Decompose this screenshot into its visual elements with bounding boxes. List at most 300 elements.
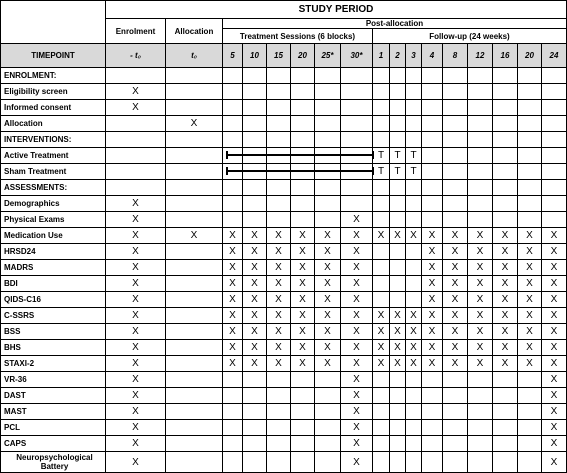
- schedule-mark: [340, 195, 373, 212]
- schedule-mark: [442, 195, 468, 212]
- empty-cell: [442, 131, 468, 148]
- schedule-mark: [421, 99, 443, 116]
- schedule-mark: [165, 371, 223, 388]
- schedule-mark: X: [266, 243, 291, 260]
- empty-cell: [467, 67, 493, 84]
- empty-cell: [389, 131, 406, 148]
- schedule-mark: X: [290, 307, 315, 324]
- empty-cell: [541, 179, 567, 196]
- schedule-mark: X: [541, 259, 567, 276]
- row-label: Demographics: [0, 195, 106, 212]
- schedule-mark: [517, 163, 542, 180]
- schedule-mark: [517, 195, 542, 212]
- schedule-mark: X: [314, 227, 341, 244]
- schedule-mark: [242, 371, 267, 388]
- schedule-mark: [492, 371, 518, 388]
- timepoint-3: 20: [290, 43, 315, 68]
- schedule-mark: [405, 115, 422, 132]
- empty-cell: [389, 179, 406, 196]
- schedule-mark: [517, 387, 542, 404]
- schedule-mark: [421, 83, 443, 100]
- schedule-mark: X: [421, 323, 443, 340]
- schedule-mark: [541, 163, 567, 180]
- schedule-mark: X: [242, 259, 267, 276]
- schedule-mark: [389, 83, 406, 100]
- schedule-mark: X: [492, 259, 518, 276]
- empty-cell: [266, 131, 291, 148]
- schedule-mark: X: [105, 99, 166, 116]
- schedule-mark: X: [372, 355, 390, 372]
- schedule-mark: [421, 115, 443, 132]
- empty-cell: [372, 67, 390, 84]
- row-label: BHS: [0, 339, 106, 356]
- schedule-mark: X: [290, 291, 315, 308]
- schedule-mark: X: [105, 323, 166, 340]
- timepoint-2: 15: [266, 43, 291, 68]
- schedule-mark: [467, 435, 493, 452]
- row-label: BDI: [0, 275, 106, 292]
- schedule-mark: [340, 99, 373, 116]
- schedule-mark: [517, 371, 542, 388]
- treatment-bar-end: [372, 151, 374, 159]
- schedule-mark: [222, 371, 243, 388]
- schedule-mark: X: [517, 291, 542, 308]
- schedule-mark: [314, 211, 341, 228]
- schedule-mark: X: [421, 355, 443, 372]
- schedule-mark: X: [405, 227, 422, 244]
- schedule-mark: X: [492, 275, 518, 292]
- schedule-mark: X: [442, 307, 468, 324]
- schedule-mark: X: [222, 339, 243, 356]
- schedule-mark: X: [517, 339, 542, 356]
- schedule-mark: X: [442, 259, 468, 276]
- schedule-mark: [467, 147, 493, 164]
- schedule-mark: [389, 211, 406, 228]
- schedule-mark: [467, 163, 493, 180]
- follow-up-header: Follow-up (24 weeks): [372, 28, 567, 44]
- schedule-mark: X: [340, 243, 373, 260]
- schedule-mark: X: [340, 339, 373, 356]
- timepoint-13: 20: [517, 43, 542, 68]
- schedule-mark: X: [105, 419, 166, 436]
- section-assessments: ASSESSMENTS:: [0, 179, 106, 196]
- schedule-mark: [467, 195, 493, 212]
- schedule-mark: X: [372, 323, 390, 340]
- schedule-mark: X: [242, 307, 267, 324]
- schedule-mark: [314, 195, 341, 212]
- treatment-bar-end: [226, 167, 228, 175]
- schedule-mark: [242, 83, 267, 100]
- schedule-mark: X: [105, 387, 166, 404]
- schedule-mark: T: [389, 147, 406, 164]
- schedule-mark: X: [105, 195, 166, 212]
- schedule-mark: [467, 211, 493, 228]
- schedule-mark: [165, 419, 223, 436]
- empty-cell: [266, 179, 291, 196]
- schedule-mark: X: [266, 323, 291, 340]
- schedule-mark: X: [517, 323, 542, 340]
- schedule-mark: X: [541, 275, 567, 292]
- schedule-mark: [222, 435, 243, 452]
- schedule-mark: X: [541, 355, 567, 372]
- schedule-mark: [541, 83, 567, 100]
- schedule-mark: X: [222, 243, 243, 260]
- schedule-mark: X: [314, 323, 341, 340]
- schedule-mark: [467, 387, 493, 404]
- schedule-mark: [442, 211, 468, 228]
- schedule-mark: [290, 371, 315, 388]
- schedule-mark: X: [290, 355, 315, 372]
- row-label: CAPS: [0, 435, 106, 452]
- allocation-time: t₀: [165, 43, 223, 68]
- schedule-mark: X: [541, 243, 567, 260]
- schedule-mark: X: [242, 291, 267, 308]
- schedule-mark: [266, 371, 291, 388]
- schedule-mark: [266, 211, 291, 228]
- schedule-mark: [340, 83, 373, 100]
- schedule-mark: [421, 435, 443, 452]
- empty-cell: [517, 67, 542, 84]
- schedule-mark: [517, 211, 542, 228]
- schedule-mark: X: [421, 243, 443, 260]
- schedule-mark: X: [372, 339, 390, 356]
- schedule-mark: X: [467, 291, 493, 308]
- schedule-mark: X: [340, 403, 373, 420]
- schedule-mark: X: [541, 323, 567, 340]
- schedule-mark: [165, 403, 223, 420]
- row-label: BSS: [0, 323, 106, 340]
- schedule-mark: [372, 291, 390, 308]
- schedule-mark: X: [492, 307, 518, 324]
- schedule-mark: [442, 147, 468, 164]
- schedule-mark: X: [340, 435, 373, 452]
- schedule-mark: [541, 99, 567, 116]
- schedule-mark: X: [290, 275, 315, 292]
- schedule-mark: [492, 211, 518, 228]
- schedule-mark: [389, 387, 406, 404]
- schedule-mark: X: [105, 275, 166, 292]
- treatment-sessions-header: Treatment Sessions (6 blocks): [222, 28, 373, 44]
- empty-cell: [290, 67, 315, 84]
- schedule-mark: [421, 195, 443, 212]
- schedule-mark: X: [105, 371, 166, 388]
- schedule-mark: X: [314, 307, 341, 324]
- schedule-mark: [492, 451, 518, 473]
- schedule-mark: [222, 211, 243, 228]
- schedule-mark: [165, 99, 223, 116]
- schedule-mark: X: [467, 355, 493, 372]
- schedule-mark: [421, 419, 443, 436]
- schedule-mark: [242, 403, 267, 420]
- schedule-mark: X: [340, 323, 373, 340]
- schedule-mark: X: [467, 243, 493, 260]
- schedule-mark: [442, 115, 468, 132]
- row-label: Neuropsychological Battery: [0, 451, 106, 473]
- empty-cell: [242, 179, 267, 196]
- schedule-mark: [290, 211, 315, 228]
- schedule-mark: X: [442, 355, 468, 372]
- schedule-mark: X: [421, 291, 443, 308]
- schedule-mark: X: [340, 275, 373, 292]
- schedule-mark: T: [372, 147, 390, 164]
- schedule-mark: [242, 435, 267, 452]
- schedule-mark: [165, 323, 223, 340]
- schedule-mark: [266, 419, 291, 436]
- treatment-bar-end: [372, 167, 374, 175]
- empty-cell: [165, 67, 223, 84]
- timepoint-label: TIMEPOINT: [0, 43, 106, 68]
- schedule-mark: [314, 371, 341, 388]
- schedule-mark: [314, 435, 341, 452]
- schedule-mark: X: [340, 291, 373, 308]
- schedule-mark: X: [314, 275, 341, 292]
- schedule-mark: [421, 163, 443, 180]
- schedule-mark: [290, 403, 315, 420]
- enrolment-time: - t₀: [105, 43, 166, 68]
- schedule-mark: [389, 371, 406, 388]
- schedule-mark: X: [105, 211, 166, 228]
- schedule-mark: [405, 291, 422, 308]
- section-interventions: INTERVENTIONS:: [0, 131, 106, 148]
- study-period-header: STUDY PERIOD: [105, 0, 567, 19]
- schedule-mark: [405, 275, 422, 292]
- empty-cell: [421, 131, 443, 148]
- schedule-mark: [242, 195, 267, 212]
- section-enrolment: ENROLMENT:: [0, 67, 106, 84]
- schedule-mark: T: [405, 147, 422, 164]
- schedule-mark: [405, 243, 422, 260]
- schedule-mark: [492, 195, 518, 212]
- schedule-mark: X: [266, 355, 291, 372]
- schedule-mark: X: [340, 371, 373, 388]
- schedule-mark: X: [442, 227, 468, 244]
- schedule-mark: [389, 243, 406, 260]
- empty-cell: [222, 131, 243, 148]
- schedule-mark: X: [405, 323, 422, 340]
- schedule-mark: [222, 83, 243, 100]
- schedule-mark: [405, 387, 422, 404]
- enrolment-header: Enrolment: [105, 18, 166, 44]
- schedule-mark: X: [222, 275, 243, 292]
- schedule-mark: X: [517, 355, 542, 372]
- schedule-mark: X: [290, 243, 315, 260]
- timepoint-7: 2: [389, 43, 406, 68]
- schedule-mark: [541, 115, 567, 132]
- schedule-mark: [165, 387, 223, 404]
- schedule-mark: [290, 419, 315, 436]
- row-label: Active Treatment: [0, 147, 106, 164]
- schedule-mark: [222, 451, 243, 473]
- schedule-mark: X: [467, 259, 493, 276]
- empty-cell: [405, 179, 422, 196]
- schedule-mark: X: [242, 323, 267, 340]
- schedule-mark: X: [541, 435, 567, 452]
- empty-cell: [467, 131, 493, 148]
- row-label: Physical Exams: [0, 211, 106, 228]
- schedule-mark: X: [242, 339, 267, 356]
- row-label: C-SSRS: [0, 307, 106, 324]
- row-label: Eligibility screen: [0, 83, 106, 100]
- schedule-mark: X: [105, 243, 166, 260]
- schedule-mark: X: [492, 323, 518, 340]
- schedule-mark: [541, 147, 567, 164]
- empty-cell: [105, 67, 166, 84]
- schedule-mark: X: [492, 227, 518, 244]
- schedule-mark: [314, 99, 341, 116]
- timepoint-1: 10: [242, 43, 267, 68]
- schedule-mark: X: [421, 339, 443, 356]
- schedule-mark: [266, 387, 291, 404]
- schedule-mark: X: [340, 307, 373, 324]
- schedule-mark: [442, 435, 468, 452]
- schedule-mark: [517, 147, 542, 164]
- schedule-mark: X: [105, 83, 166, 100]
- schedule-mark: X: [492, 339, 518, 356]
- row-label: VR-36: [0, 371, 106, 388]
- schedule-mark: [165, 451, 223, 473]
- schedule-mark: X: [467, 339, 493, 356]
- schedule-mark: [372, 83, 390, 100]
- schedule-mark: X: [541, 291, 567, 308]
- schedule-mark: X: [105, 259, 166, 276]
- row-label: QIDS-C16: [0, 291, 106, 308]
- treatment-duration-bar: [226, 154, 374, 156]
- schedule-mark: T: [372, 163, 390, 180]
- schedule-mark: [442, 451, 468, 473]
- schedule-mark: [492, 147, 518, 164]
- schedule-mark: X: [421, 307, 443, 324]
- schedule-mark: X: [541, 227, 567, 244]
- schedule-mark: X: [467, 323, 493, 340]
- schedule-mark: [242, 115, 267, 132]
- schedule-mark: [266, 115, 291, 132]
- schedule-mark: [372, 243, 390, 260]
- schedule-mark: X: [421, 275, 443, 292]
- empty-cell: [492, 67, 518, 84]
- schedule-mark: [266, 435, 291, 452]
- schedule-mark: X: [517, 275, 542, 292]
- empty-cell: [517, 131, 542, 148]
- empty-cell: [405, 131, 422, 148]
- schedule-mark: [314, 419, 341, 436]
- schedule-mark: X: [541, 339, 567, 356]
- schedule-mark: [442, 419, 468, 436]
- schedule-mark: X: [266, 307, 291, 324]
- schedule-mark: [266, 99, 291, 116]
- schedule-mark: [389, 259, 406, 276]
- schedule-mark: [165, 435, 223, 452]
- schedule-mark: [372, 371, 390, 388]
- schedule-mark: X: [442, 243, 468, 260]
- empty-cell: [222, 179, 243, 196]
- schedule-mark: [105, 115, 166, 132]
- schedule-mark: X: [314, 355, 341, 372]
- schedule-mark: X: [242, 243, 267, 260]
- schedule-mark: X: [442, 323, 468, 340]
- schedule-mark: [165, 339, 223, 356]
- empty-cell: [242, 131, 267, 148]
- schedule-mark: X: [105, 355, 166, 372]
- row-label: PCL: [0, 419, 106, 436]
- schedule-mark: X: [222, 291, 243, 308]
- schedule-mark: X: [105, 291, 166, 308]
- schedule-mark: [405, 435, 422, 452]
- schedule-mark: [389, 291, 406, 308]
- schedule-mark: [421, 451, 443, 473]
- schedule-mark: [372, 387, 390, 404]
- schedule-mark: [517, 403, 542, 420]
- schedule-mark: X: [389, 227, 406, 244]
- schedule-mark: [222, 387, 243, 404]
- schedule-mark: [165, 291, 223, 308]
- timepoint-8: 3: [405, 43, 422, 68]
- schedule-mark: [372, 115, 390, 132]
- schedule-mark: X: [541, 387, 567, 404]
- schedule-mark: [467, 99, 493, 116]
- schedule-mark: X: [389, 323, 406, 340]
- schedule-mark: [372, 99, 390, 116]
- schedule-mark: T: [405, 163, 422, 180]
- schedule-mark: [517, 419, 542, 436]
- row-label: Medication Use: [0, 227, 106, 244]
- row-label: Informed consent: [0, 99, 106, 116]
- schedule-mark: [405, 371, 422, 388]
- schedule-mark: [517, 83, 542, 100]
- schedule-mark: [165, 355, 223, 372]
- schedule-mark: [372, 211, 390, 228]
- schedule-mark: [372, 259, 390, 276]
- empty-cell: [421, 67, 443, 84]
- schedule-mark: [405, 195, 422, 212]
- schedule-mark: [242, 451, 267, 473]
- schedule-mark: X: [340, 227, 373, 244]
- empty-cell: [517, 179, 542, 196]
- schedule-mark: [442, 371, 468, 388]
- schedule-mark: [421, 147, 443, 164]
- schedule-mark: X: [467, 227, 493, 244]
- treatment-bar-end: [226, 151, 228, 159]
- schedule-mark: X: [242, 227, 267, 244]
- schedule-mark: X: [541, 419, 567, 436]
- schedule-mark: [467, 403, 493, 420]
- schedule-mark: [405, 259, 422, 276]
- timepoint-11: 12: [467, 43, 493, 68]
- schedule-mark: [541, 211, 567, 228]
- empty-cell: [492, 179, 518, 196]
- schedule-mark: X: [266, 227, 291, 244]
- schedule-mark: X: [222, 355, 243, 372]
- empty-cell: [442, 67, 468, 84]
- schedule-mark: [442, 387, 468, 404]
- schedule-mark: [165, 307, 223, 324]
- empty-cell: [541, 67, 567, 84]
- schedule-mark: [492, 115, 518, 132]
- schedule-mark: [405, 419, 422, 436]
- schedule-mark: X: [105, 227, 166, 244]
- timepoint-4: 25*: [314, 43, 341, 68]
- schedule-mark: X: [541, 307, 567, 324]
- schedule-mark: [517, 99, 542, 116]
- schedule-mark: [314, 83, 341, 100]
- schedule-mark: [242, 419, 267, 436]
- schedule-mark: [405, 403, 422, 420]
- row-label: HRSD24: [0, 243, 106, 260]
- schedule-mark: X: [314, 243, 341, 260]
- schedule-mark: X: [340, 211, 373, 228]
- schedule-mark: X: [266, 275, 291, 292]
- timepoint-6: 1: [372, 43, 390, 68]
- post-allocation-header: Post-allocation: [222, 18, 567, 29]
